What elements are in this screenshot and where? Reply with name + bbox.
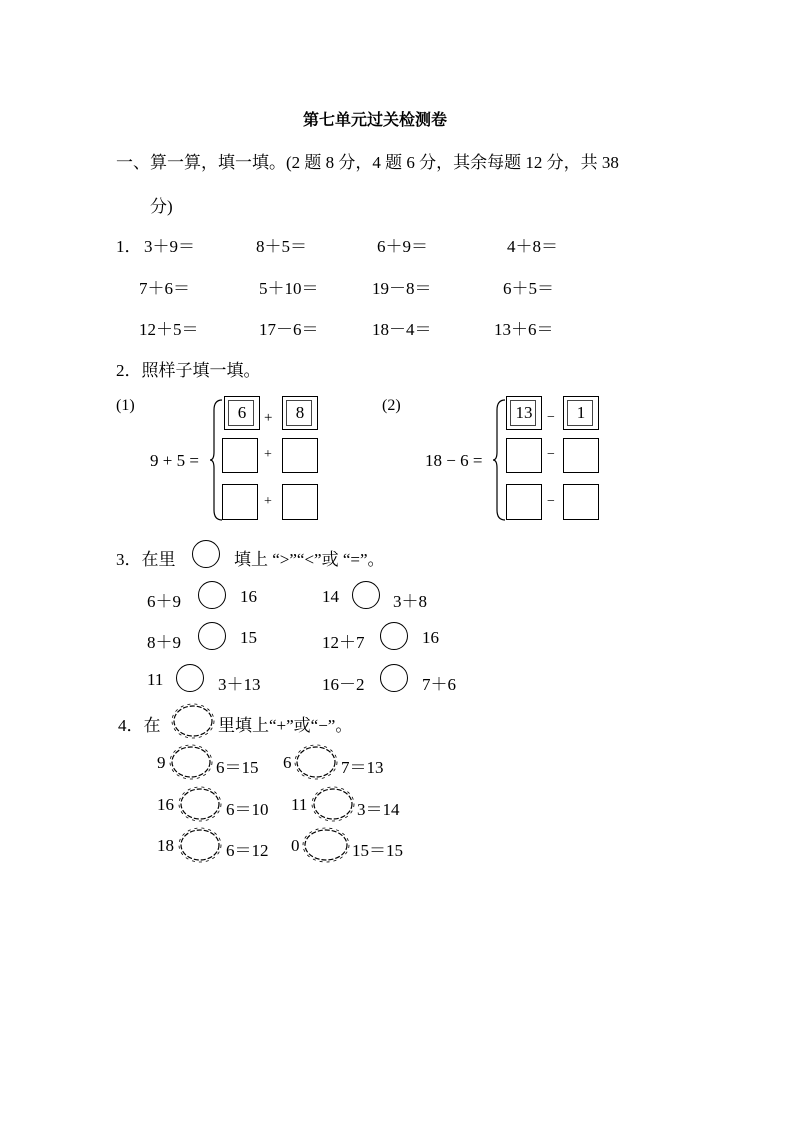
q4-right: 3＝14 — [357, 800, 400, 819]
brace-icon — [493, 398, 507, 522]
answer-box — [224, 396, 260, 430]
q2-part2-label: (2) — [382, 397, 401, 414]
q4-right: 6＝15 — [216, 758, 259, 777]
q4-instruction: 里填上“+”或“−”。 — [218, 716, 353, 735]
plus-sign: + — [264, 447, 272, 462]
minus-sign: − — [547, 447, 555, 462]
page-title: 第七单元过关检测卷 — [303, 110, 448, 129]
minus-sign: − — [547, 410, 555, 425]
answer-box — [506, 396, 542, 430]
answer-box[interactable] — [282, 438, 318, 473]
q4-left: 9 — [157, 753, 166, 772]
q1-problem: 7＋6＝ — [139, 279, 190, 298]
q1-problem: 17－6＝ — [259, 320, 319, 339]
q1-problem: 3＋9＝ — [144, 237, 195, 256]
answer-box[interactable] — [282, 484, 318, 520]
q1-problem: 8＋5＝ — [256, 237, 307, 256]
q1-problem: 5＋10＝ — [259, 279, 319, 298]
q3-right: 16 — [422, 628, 439, 647]
q4-right: 7＝13 — [341, 758, 384, 777]
plus-sign: + — [264, 494, 272, 509]
q4-right: 15＝15 — [352, 841, 403, 860]
answer-box[interactable] — [222, 484, 258, 520]
answer-box[interactable] — [506, 438, 542, 473]
example-value: 8 — [295, 403, 305, 422]
q4-left: 16 — [157, 795, 174, 814]
q3-left: 14 — [322, 587, 339, 606]
answer-flower[interactable] — [176, 826, 224, 864]
q3-left: 6＋9 — [147, 592, 181, 611]
answer-circle[interactable] — [380, 622, 408, 650]
answer-flower[interactable] — [176, 785, 224, 823]
answer-circle[interactable] — [198, 581, 226, 609]
q4-right: 6＝10 — [226, 800, 269, 819]
q3-right: 15 — [240, 628, 257, 647]
answer-box[interactable] — [506, 484, 542, 520]
answer-box — [563, 396, 599, 430]
example-value: 1 — [576, 403, 586, 422]
q3-right: 3＋8 — [393, 592, 427, 611]
minus-sign: − — [547, 494, 555, 509]
answer-flower[interactable] — [292, 743, 340, 781]
answer-box[interactable] — [222, 438, 258, 473]
q4-left: 18 — [157, 836, 174, 855]
q2-part2-expression: 18 − 6 = — [425, 451, 483, 470]
example-value: 6 — [237, 403, 247, 422]
circle-icon — [192, 540, 220, 568]
q1-problem: 4＋8＝ — [507, 237, 558, 256]
answer-box[interactable] — [563, 484, 599, 520]
q4-left: 11 — [291, 795, 308, 814]
q1-problem: 13＋6＝ — [494, 320, 554, 339]
plus-sign: + — [264, 410, 273, 426]
q3-right: 16 — [240, 587, 257, 606]
q2-label: 2．照样子填一填。 — [116, 361, 261, 380]
q3-right: 7＋6 — [422, 675, 456, 694]
answer-flower[interactable] — [309, 785, 357, 823]
section-heading-cont: 分) — [150, 197, 173, 216]
answer-circle[interactable] — [176, 664, 204, 692]
answer-box — [282, 396, 318, 430]
q3-label: 3．在里 — [116, 550, 176, 569]
q3-left: 12＋7 — [322, 633, 365, 652]
q3-instruction: 填上 “>”“<”或 “=”。 — [234, 550, 385, 569]
q2-part1-expression: 9 + 5 = — [150, 451, 199, 470]
q3-left: 11 — [147, 670, 164, 689]
q3-right: 3＋13 — [218, 675, 261, 694]
q1-problem: 6＋9＝ — [377, 237, 428, 256]
answer-circle[interactable] — [380, 664, 408, 692]
answer-flower[interactable] — [167, 743, 215, 781]
q4-label: 4．在 — [118, 716, 161, 735]
answer-box[interactable] — [563, 438, 599, 473]
q4-right: 6＝12 — [226, 841, 269, 860]
q3-left: 16－2 — [322, 675, 365, 694]
q1-problem: 19－8＝ — [372, 279, 432, 298]
q1-problem: 18－4＝ — [372, 320, 432, 339]
answer-circle[interactable] — [198, 622, 226, 650]
example-value: 13 — [515, 403, 533, 422]
answer-circle[interactable] — [352, 581, 380, 609]
flower-icon — [170, 702, 216, 740]
answer-flower[interactable] — [300, 826, 352, 864]
q4-left: 0 — [291, 836, 300, 855]
q1-problem: 12＋5＝ — [139, 320, 199, 339]
section-heading: 一、算一算，填一填。(2 题 8 分，4 题 6 分，其余每题 12 分，共 38 — [116, 153, 619, 172]
q4-left: 6 — [283, 753, 292, 772]
q2-part1-label: (1) — [116, 397, 135, 414]
q1-problem: 6＋5＝ — [503, 279, 554, 298]
q3-left: 8＋9 — [147, 633, 181, 652]
q1-label: 1． — [116, 237, 142, 256]
